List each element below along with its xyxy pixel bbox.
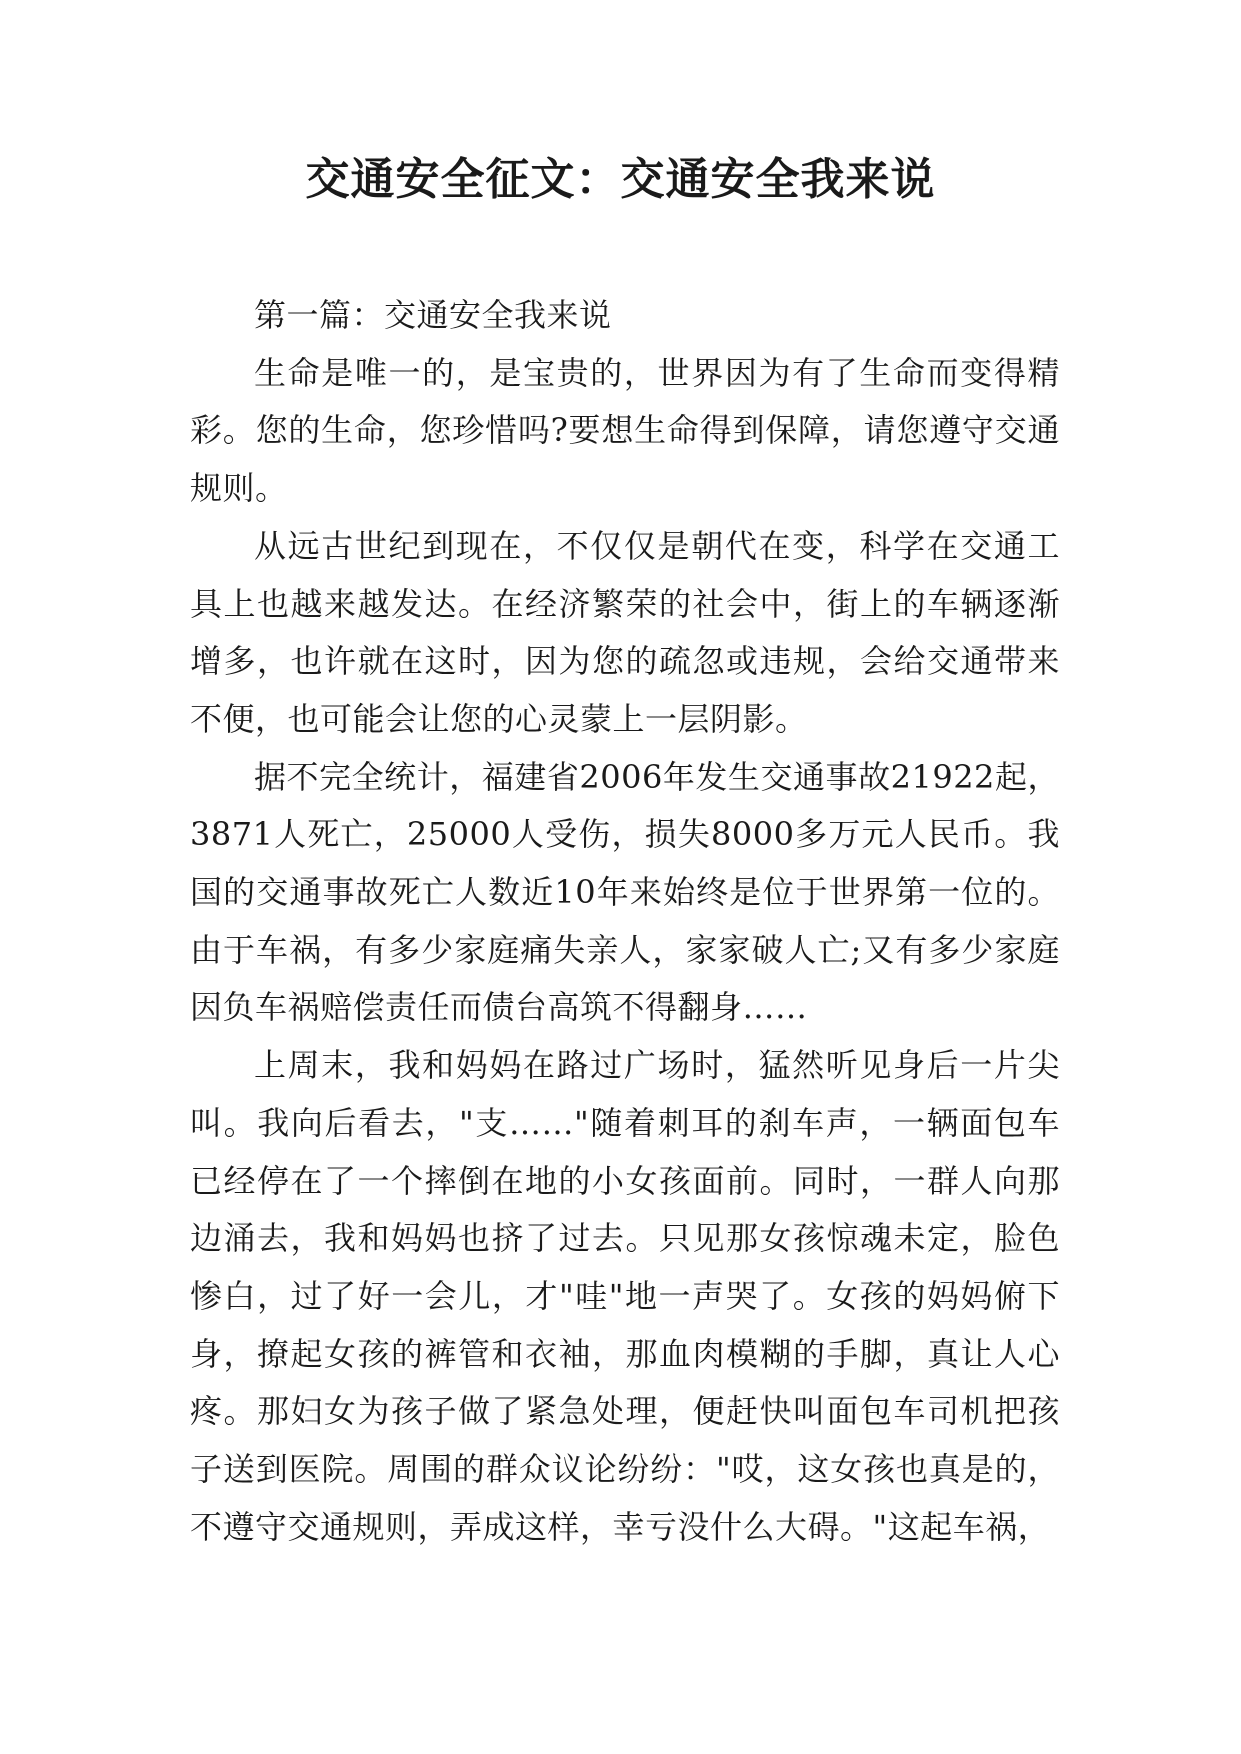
paragraph: 生命是唯一的，是宝贵的，世界因为有了生命而变得精彩。您的生命，您珍惜吗?要想生命得到保障，请您遵守交通规则。	[190, 353, 1060, 508]
document-body	[190, 287, 1060, 1556]
document-title: 交通安全征文：交通安全我来说	[305, 154, 936, 205]
section-heading: 第一篇：交通安全我来说	[254, 296, 612, 334]
paragraph: 上周末，我和妈妈在路过广场时，猛然听见身后一片尖叫。我向后看去，"支……"随着刺耳的刹车声，一辆面包车已经停在了一个摔倒在地的小女孩面前。同时，一群人向那边涌去，我和妈妈也挤了过去。只见那女孩惊魂未定，脸色惨白，过了好一会儿，才"哇"地一声哭了。女孩的妈妈俯下身，撩起女孩的裤管和衣袖，那血肉模糊的手脚，真让人心疼。那妇女为孩子做了紧急处理，便赶快叫面包车司机把孩子送到医院。周围的群众议论纷纷："哎，这女孩也真是的，不遵守交通规则，弄成这样，幸亏没什么大碍。"这起车祸，	[190, 1046, 1060, 1546]
paragraph: 据不完全统计，福建省2006年发生交通事故21922起，3871人死亡，25000人受伤，损失8000多万元人民币。我国的交通事故死亡人数近10年来始终是位于世界第一位的。由于车祸，有多少家庭痛失亲人，家家破人亡;又有多少家庭因负车祸赔偿责任而债台高筑不得翻身……	[190, 757, 1060, 1027]
paragraph: 从远古世纪到现在，不仅仅是朝代在变，科学在交通工具上也越来越发达。在经济繁荣的社会中，街上的车辆逐渐增多，也许就在这时，因为您的疏忽或违规，会给交通带来不便，也可能会让您的心灵蒙上一层阴影。	[190, 526, 1060, 738]
